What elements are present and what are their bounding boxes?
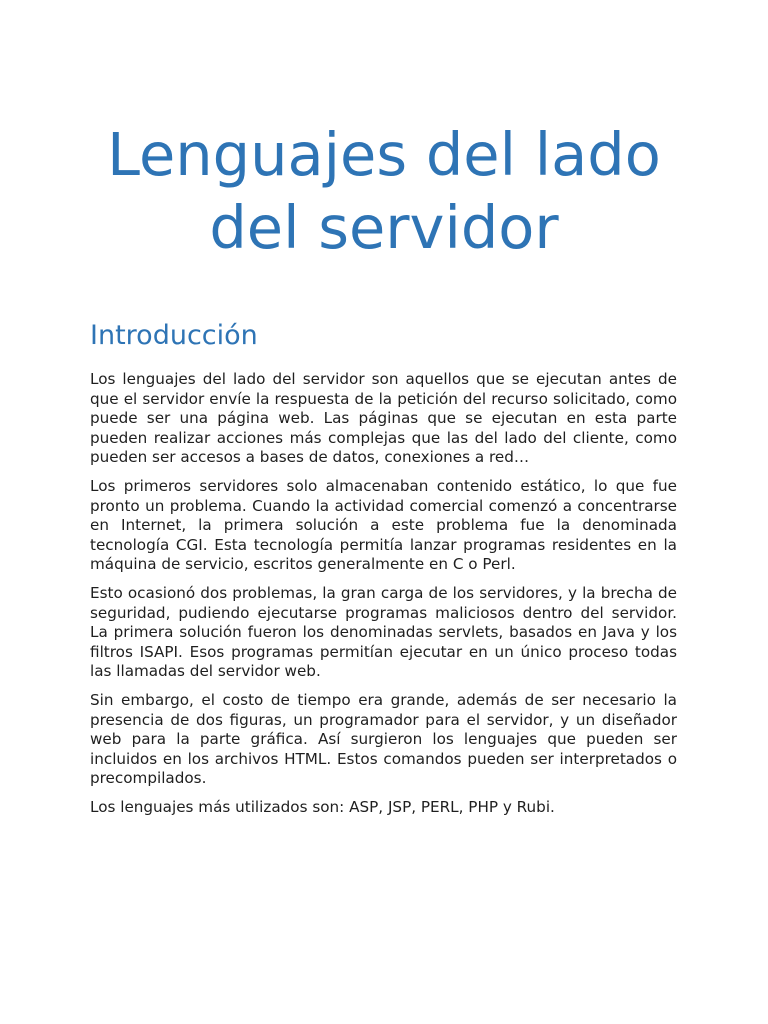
document-title [60, 118, 708, 264]
paragraph-2: Los primeros servidores solo almacenaban contenido estático, lo que fue pronto un problema. Cuando la actividad comercial comenzó a concentrarse en Internet, la primera solución a este problema fue la denominada tecnología CGI. Esta tecnología permitía lanzar programas residentes en la máquina de servicio, escritos generalmente en C o Perl. [90, 476, 677, 574]
paragraph-5: Los lenguajes más utilizados son: ASP, JSP, PERL, PHP y Rubi. [90, 797, 555, 816]
paragraph-4: Sin embargo, el costo de tiempo era grande, además de ser necesario la presencia de dos figuras, un programador para el servidor, y un diseñador web para la parte gráfica. Así surgieron los lenguajes que pueden ser incluidos en los archivos HTML. Estos comandos pueden ser interpretados o precompilados. [90, 690, 677, 788]
paragraph-3: Esto ocasionó dos problemas, la gran carga de los servidores, y la brecha de seguridad, pudiendo ejecutarse programas maliciosos dentro del servidor. La primera solución fueron los denominadas servlets, basados en Java y los filtros ISAPI. Esos programas permitían ejecutar en un único proceso todas las llamadas del servidor web. [90, 583, 677, 681]
paragraph-1: Los lenguajes del lado del servidor son aquellos que se ejecutan antes de que el servidor envíe la respuesta de la petición del recurso solicitado, como puede ser una página web. Las páginas que se ejecutan en esta parte pueden realizar acciones más complejas que las del lado del cliente, como pueden ser accesos a bases de datos, conexiones a red… [90, 370, 677, 467]
section-heading-introduccion: Introducción [90, 320, 258, 351]
document-body [90, 370, 677, 826]
document-title-line-2: del servidor [209, 193, 559, 262]
document-title-line-1: Lenguajes del lado [107, 120, 661, 189]
